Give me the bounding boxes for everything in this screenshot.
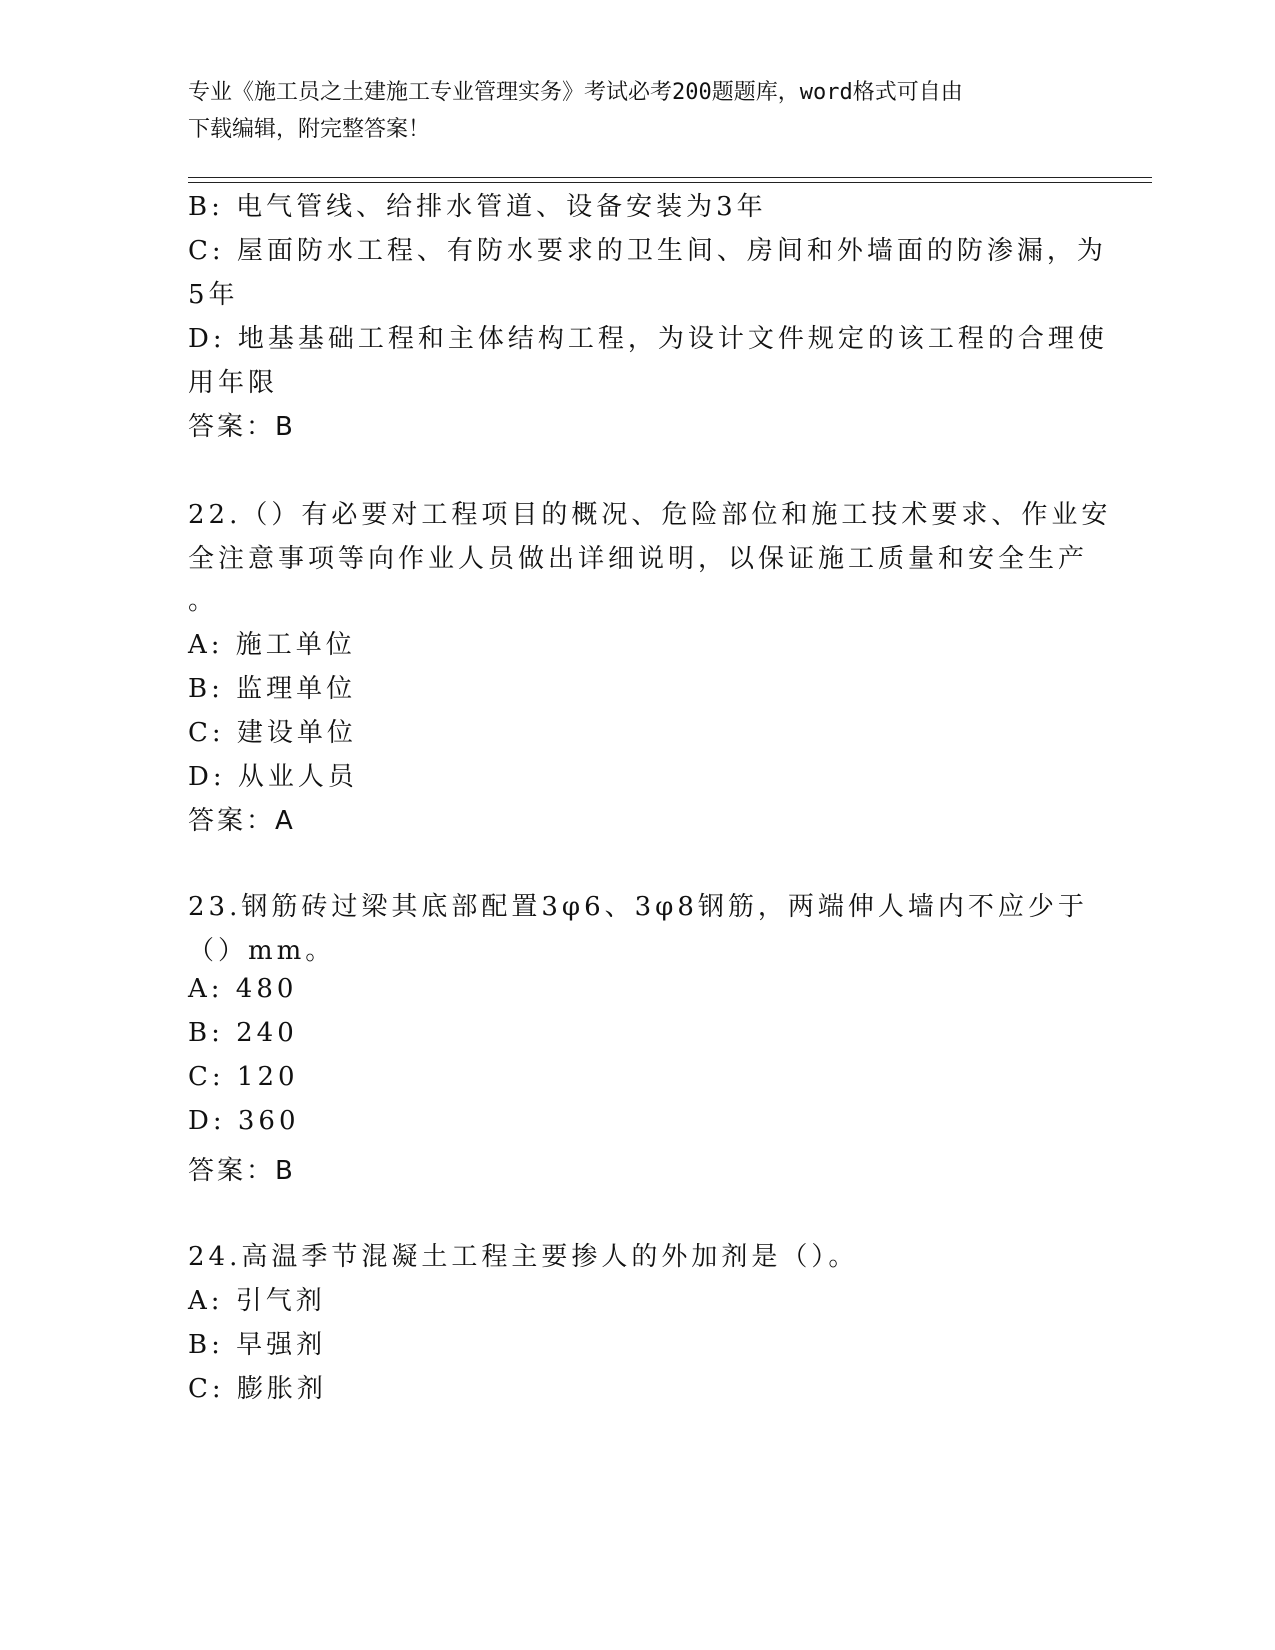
q22-stem-line-1: 22.（）有必要对工程项目的概况、危险部位和施工技术要求、作业安 bbox=[188, 500, 1112, 530]
header-divider-bottom bbox=[188, 182, 1152, 183]
q22-option-a: A: 施工单位 bbox=[188, 630, 356, 660]
q23-answer: 答案：B bbox=[188, 1156, 296, 1186]
q22-option-b: B: 监理单位 bbox=[188, 674, 357, 704]
q21-option-b: B: 电气管线、给排水管道、设备安装为3年 bbox=[188, 192, 767, 222]
q21-option-c-line-2: 5年 bbox=[188, 280, 239, 310]
q22-option-c: C: 建设单位 bbox=[188, 718, 357, 748]
q22-stem-line-3: 。 bbox=[188, 586, 219, 616]
q24-option-c: C: 膨胀剂 bbox=[188, 1374, 327, 1404]
q24-option-b: B: 早强剂 bbox=[188, 1330, 327, 1360]
header-title-line-2: 下载编辑，附完整答案！ bbox=[188, 117, 431, 142]
q24-stem-line-1: 24.高温季节混凝土工程主要掺人的外加剂是（）。 bbox=[188, 1242, 859, 1272]
q23-option-a: A: 480 bbox=[188, 974, 298, 1004]
header-divider-top bbox=[188, 177, 1152, 178]
q22-stem-line-2: 全注意事项等向作业人员做出详细说明，以保证施工质量和安全生产 bbox=[188, 544, 1089, 574]
document-header bbox=[188, 74, 1078, 148]
q24-option-a: A: 引气剂 bbox=[188, 1286, 326, 1316]
q23-option-c: C: 120 bbox=[188, 1062, 299, 1092]
q21-option-c-line-1: C: 屋面防水工程、有防水要求的卫生间、房间和外墙面的防渗漏，为 bbox=[188, 236, 1107, 266]
q23-stem-line-2: （）mm。 bbox=[188, 936, 336, 966]
q21-option-d-line-1: D: 地基基础工程和主体结构工程，为设计文件规定的该工程的合理使 bbox=[188, 324, 1108, 354]
header-title-line-1: 专业《施工员之土建施工专业管理实务》考试必考200题题库，word格式可自由 bbox=[188, 80, 963, 105]
q23-option-d: D: 360 bbox=[188, 1106, 300, 1136]
q23-option-b: B: 240 bbox=[188, 1018, 298, 1048]
q22-option-d: D: 从业人员 bbox=[188, 762, 358, 792]
q23-stem-line-1: 23.钢筋砖过梁其底部配置3φ6、3φ8钢筋，两端伸人墙内不应少于 bbox=[188, 892, 1088, 922]
q22-answer: 答案：A bbox=[188, 806, 296, 836]
q21-answer: 答案：B bbox=[188, 412, 296, 442]
q21-option-d-line-2: 用年限 bbox=[188, 368, 279, 398]
